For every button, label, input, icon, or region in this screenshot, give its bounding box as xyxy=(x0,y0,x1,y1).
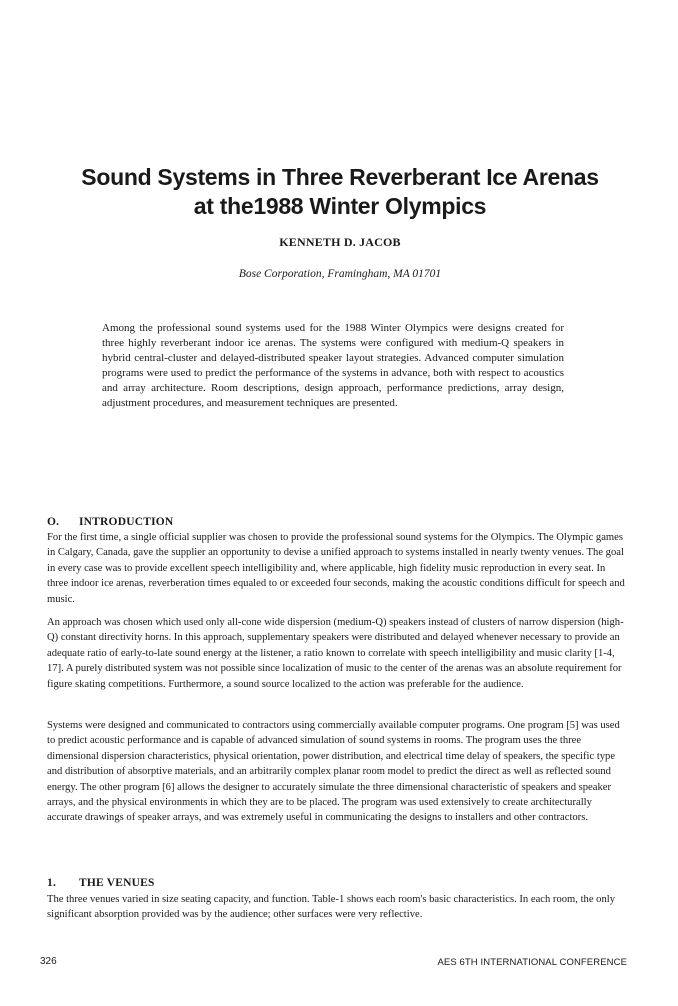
conference-name: AES 6TH INTERNATIONAL CONFERENCE xyxy=(437,957,627,968)
paper-title xyxy=(40,163,640,221)
author-affiliation: Bose Corporation, Framingham, MA 01701 xyxy=(238,268,442,280)
section-number: O. xyxy=(47,516,60,528)
section-heading-introduction xyxy=(47,516,173,528)
section-number: 1. xyxy=(47,877,57,889)
paragraph: An approach was chosen which used only all-cone wide dispersion (medium-Q) speakers instead of clusters of narrow dispersion (high-Q) constant directivity horns. In this approach, supplementary speakers were distributed and delayed whenever necessary to provide an adequate ratio of early-to-late sound energy at the listener, a ratio known to correlate with speech intelligibility and music clarity [1-4, 17]. A purely distributed system was not possible since localization of music to the center of the arenas was an absolute requirement for figure skating competitions. Furthermore, a sound source localized to the action was preferable for the audience. xyxy=(47,617,624,690)
author-name: KENNETH D. JACOB xyxy=(279,235,401,249)
section-title: INTRODUCTION xyxy=(79,516,174,528)
section-title: THE VENUES xyxy=(79,877,155,889)
paragraph: Systems were designed and communicated to contractors using commercially available computer programs. One program [5] was used to predict acoustic performance and is capable of advanced simulation of sound systems in rooms. The program uses the three dimensional dispersion characteristics, physical orientation, power distribution, and electrical time delay of speakers, the specific type and distribution of absorptive materials, and an arbitrarily complex planar room model to predict the direct as well as reflected sound energy. The other program [6] allows the designer to accurately simulate the three dimensional characteristic of speakers and speaker arrays, and the physical environments in which they are to be placed. The program was used extensively to create architecturally accurate drawings of speaker arrays, and was extremely useful in communicating the designs to installers and other contractors. xyxy=(47,720,620,824)
paragraph: The three venues varied in size seating capacity, and function. Table-1 shows each room's basic characteristics. In each room, the only significant absorption provided was by the audience; other surfaces were very reflective. xyxy=(47,894,616,921)
title-line-2: at the1988 Winter Olympics xyxy=(193,193,487,219)
title-line-1: Sound Systems in Three Reverberant Ice Arenas xyxy=(81,164,599,190)
section-heading-venues xyxy=(47,877,155,889)
page-number: 326 xyxy=(40,956,57,967)
paragraph: For the first time, a single official supplier was chosen to provide the professional sound systems for the Olympics. The Olympic games in Calgary, Canada, gave the supplier an opportunity to devise a unified approach to systems installed in nearly twenty venues. The goal in every case was to provide excellent speech intelligibility and, where applicable, high fidelity music reproduction in every seat. In three indoor ice arenas, reverberation times equaled to or exceeded four seconds, making the acoustic conditions difficult for speech and music. xyxy=(47,532,625,605)
abstract: Among the professional sound systems used for the 1988 Winter Olympics were designs created for three highly reverberant indoor ice arenas. The systems were configured with medium-Q speakers in hybrid central-cluster and delayed-distributed speaker layout strategies. Advanced computer simulation programs were used to predict the performance of the systems in advance, both with respect to acoustics and array architecture. Room descriptions, design approach, performance predictions, array design, adjustment procedures, and measurement techniques are presented. xyxy=(102,322,564,409)
